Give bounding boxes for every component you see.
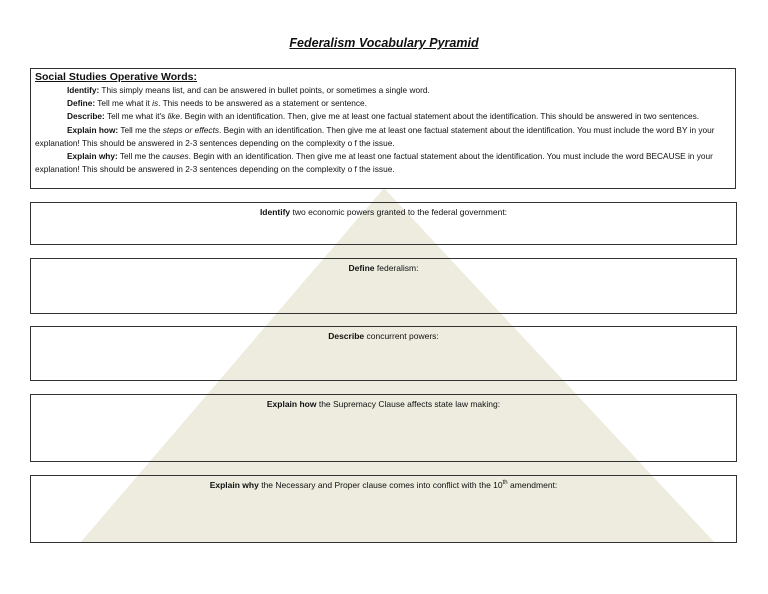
describe-term: Describe: [67,111,105,122]
define-term: Define: [67,98,96,109]
explain-why-definition: Explain why: Tell me the causes. Begin with an identification. Then give me at least one factual statement about the identification. You must include the word BECAUSE in your explanation! This should be answered in 2-3 sentences depending on the complexity o f the issue. [35,151,713,175]
question-identify-box[interactable]: Identify two economic powers granted to the federal government: [30,202,737,245]
describe-definition: Describe: Tell me what it's like. Begin with an identification. Then, give me at least one factual statement about the identification. This should be answered in two sentences. [67,111,700,122]
operative-words-heading: Social Studies Operative Words: [35,71,198,83]
explain-how-term: Explain how: [67,124,119,135]
question-describe-box[interactable]: Describe concurrent powers: [30,326,737,381]
define-definition: Define: Tell me what it is. This needs to be answered as a statement or sentence. [67,98,367,109]
question-define-box[interactable]: Define federalism: [30,258,737,314]
explain-why-term: Explain why: [67,151,118,162]
question-explain-why-box[interactable]: Explain why the Necessary and Proper clause comes into conflict with the 10th amendment: [30,475,737,543]
operative-words-box [30,68,736,189]
identify-definition: Identify: This simply means list, and can be answered in bullet points, or sometimes a single word. [67,85,430,95]
page-title: Federalism Vocabulary Pyramid [289,36,479,50]
identify-term: Identify: [67,85,100,95]
explain-how-definition: Explain how: Tell me the steps or effects. Begin with an identification. Then give me at least one factual statement about the identification. You must include the word BY in your explanation! This should be answered in 2-3 sentences depending on the complexity o f the issue. [35,124,715,148]
question-explain-how-box[interactable]: Explain how the Supremacy Clause affects state law making: [30,394,737,462]
